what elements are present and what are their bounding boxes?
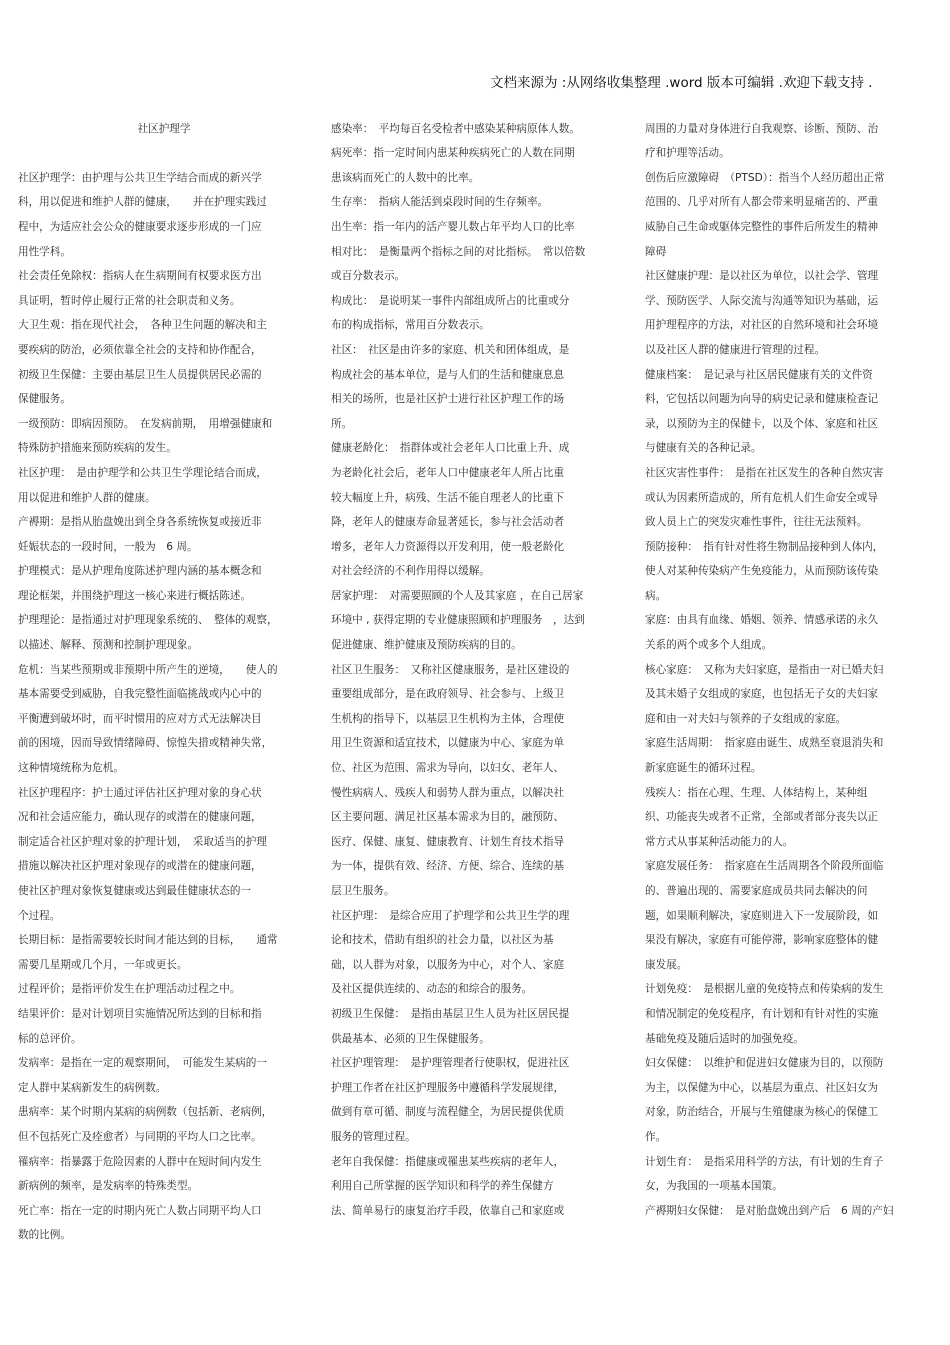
definition-entry: 家庭：由具有血缘、婚姻、领养、情感承诺的永久 关系的两个或多个人组成。 <box>645 614 879 652</box>
definition-entry: 家庭发展任务： 指家庭在生活周期各个阶段所面临 的、普遍出现的、需要家庭成员共同去解决的问 题，如果顺利解决，家庭则进入下一发展阶段，如 果没有解决，家庭有可能停滞，影响家庭整体的健 康发展。 <box>645 860 884 971</box>
definition-entry: 社区卫生服务： 又称社区健康服务，是社区建设的 重要组成部分，是在政府领导、社会参与、上级卫 生机构的指导下，以基层卫生机构为主体，合理使 用卫生资源和适宜技术，以健康为中心、家庭为单 位、社区为范围、需求为导向，以妇女、老年人、 慢性病病人、残疾人和弱势人群为重点，以解决社 区主要问题、满足社区基本需求为目的，融预防、 医疗、保健、康复、健康教育、计划生育技术指导 为一体，提供有效、经济、方便、综合、连续的基 层卫生服务。 <box>331 663 570 897</box>
definition-list <box>331 117 623 1224</box>
definition-entry: 大卫生观：指在现代社会， 各种卫生问题的解决和主 要疾病的防治，必须依靠全社会的支持和协作配合， <box>18 319 267 356</box>
definition-list <box>645 117 930 1224</box>
definition-entry: 产褥期：是指从胎盘娩出到全身各系统恢复或接近非 妊娠状态的一段时间，一般为 6 周。 <box>18 516 262 553</box>
text-column-1 <box>18 92 310 1273</box>
definition-entry: 社区护理程序：护士通过评估社区护理对象的身心状 况和社会适应能力，确认现存的或潜在的健康问题， 制定适合社区护理对象的护理计划， 采取适当的护理 措施以解决社区护理对象现存的或潜在的健康问题， 使社区护理对象恢复健康或达到最佳健康状态的一 个过程。 <box>18 786 267 922</box>
definition-entry: 社区灾害性事件： 是指在社区发生的各种自然灾害 或认为因素所造成的，所有危机人们生命安全或导 致人员上亡的突发灾难性事件，往往无法预料。 <box>645 466 884 529</box>
text-column-2 <box>331 92 623 1248</box>
definition-entry: 周围的力量对身体进行自我观察、诊断、预防、治 疗和护理等活动。 <box>645 122 879 160</box>
definition-entry: 社区护理： 是综合应用了护理学和公共卫生学的理 论和技术，借助有组织的社会力量，以社区为基 础，以人群为对象，以服务为中心，对个人、家庭 及社区提供连续的、动态的和综合的服务。 <box>331 909 570 996</box>
definition-entry: 初级卫生保健： 是指由基层卫生人员为社区居民提 供最基本、必须的卫生保健服务。 <box>331 1007 570 1045</box>
definition-entry: 家庭生活周期： 指家庭由诞生、成熟至衰退消失和 新家庭诞生的循环过程。 <box>645 737 884 775</box>
definition-entry: 感染率： 平均每百名受检者中感染某种病原体人数。 <box>331 122 580 135</box>
definition-entry: 患病率：某个时期内某病的病例数（包括新、老病例， 但不包括死亡及痊愈者）与同期的平均人口之比率。 <box>18 1106 273 1143</box>
definition-entry: 老年自我保健：指健康或罹患某些疾病的老年人， 利用自己所掌握的医学知识和科学的养生保健方 法、简单易行的康复治疗手段，依靠自己和家庭或 <box>331 1155 565 1217</box>
definition-entry: 健康老龄化： 指群体或社会老年人口比重上升、成 为老龄化社会后，老年人口中健康老年人所占比重 较大幅度上升，病残、生活不能自理老人的比重下 降，老年人的健康寿命显著延长，参与社会活动者 增多，老年人力资源得以开发利用，使一般老龄化 对社会经济的不利作用得以缓解。 <box>331 442 570 578</box>
definition-entry: 核心家庭： 又称为夫妇家庭，是指由一对已婚夫妇 及其未婚子女组成的家庭，也包括无子女的夫妇家 庭和由一对夫妇与领养的子女组成的家庭。 <box>645 663 884 725</box>
definition-entry: 一级预防：即病因预防。 在发病前期， 用增强健康和 特殊防护措施来预防疾病的发生。 <box>18 417 273 455</box>
definition-entry: 预防接种： 指有针对性将生物制品接种到人体内， 使人对某种传染病产生免疫能力，从而预防该传染 病。 <box>645 540 884 602</box>
definition-entry: 计划生育： 是指采用科学的方法，有计划的生育子 女，为我国的一项基本国策。 <box>645 1155 884 1193</box>
definition-entry: 构成比： 是说明某一事件内部组成所占的比重或分 布的构成指标，常用百分数表示。 <box>331 294 570 332</box>
definition-entry: 社区护理： 是由护理学和公共卫生学理论结合而成， 用以促进和维护人群的健康。 <box>18 466 267 504</box>
definition-entry: 健康档案： 是记录与社区居民健康有关的文件资 料，它包括以问题为向导的病史记录和健康检查记 录，以预防为主的保健卡，以及个体、家庭和社区 与健康有关的各种记录。 <box>645 368 879 455</box>
definition-entry: 出生率：指一年内的活产婴儿数占年平均人口的比率 <box>331 220 575 233</box>
definition-entry: 护理理论：是指通过对护理现象系统的、 整体的观察， 以描述、解释、预测和控制护理现象。 <box>18 614 278 652</box>
definition-entry: 初级卫生保健：主要由基层卫生人员提供居民必需的 保健服务。 <box>18 368 262 406</box>
definition-entry: 病死率：指一定时间内患某种疾病死亡的人数在同期 患该病而死亡的人数中的比率。 <box>331 147 575 184</box>
definition-entry: 死亡率：指在一定的时期内死亡人数占同期平均人口 数的比例。 <box>18 1204 262 1242</box>
definition-entry: 社会责任免除权：指病人在生病期间有权要求医方出 具证明，暂时停止履行正常的社会职责和义务。 <box>18 270 262 307</box>
document-title: 社区护理学 <box>137 122 191 135</box>
definition-entry: 社区护理学：由护理与公共卫生学结合而成的新兴学 科，用以促进和维护人群的健康， 并在护理实践过 程中，为适应社会公众的健康要求逐步形成的一门应 用性学科。 <box>18 171 267 258</box>
document-source-note: 文档来源为 :从网络收集整理 .word 版本可编辑 .欢迎下载支持 . <box>490 75 873 91</box>
definition-entry: 社区护理管理： 是护理管理者行使职权，促进社区 护理工作者在社区护理服务中遵循科学发展规律， 做到有章可循、制度与流程健全，为居民提供优质 服务的管理过程。 <box>331 1057 570 1143</box>
definition-list <box>18 166 310 1248</box>
definition-entry: 护理模式：是从护理角度陈述护理内涵的基本概念和 理论框架，并围绕护理这一核心来进行概括陈述。 <box>18 565 262 602</box>
definition-entry: 发病率：是指在一定的观察期间， 可能发生某病的一 定人群中某病新发生的病例数。 <box>18 1057 267 1094</box>
text-column-3 <box>645 92 930 1248</box>
definition-entry: 相对比： 是衡量两个指标之间的对比指标。 常以倍数 或百分数表示。 <box>331 245 586 283</box>
definition-entry: 产褥期妇女保健： 是对胎盘娩出到产后 6 周的产妇 <box>645 1204 894 1217</box>
definition-entry: 危机：当某些预期或非预期中所产生的逆境， 使人的 基本需要受到威胁，自我完整性面临挑战或内心中的 平衡遭到破坏时，而平时惯用的应对方式无法解决目 前的困境，因而导致情绪障碍、惊惶失措或精神失常， 这种情境统称为危机。 <box>18 663 278 775</box>
definition-entry: 社区： 社区是由许多的家庭、机关和团体组成，是 构成社会的基本单位，是与人们的生活和健康息息 相关的场所，也是社区护士进行社区护理工作的场 所。 <box>331 343 570 430</box>
definition-entry: 计划免疫： 是根据儿童的免疫特点和传染病的发生 和情况制定的免疫程序，有计划和有针对性的实施 基础免疫及随后适时的加强免疫。 <box>645 983 884 1045</box>
definition-entry: 创伤后应激障碍 （PTSD）：指当个人经历超出正常 范围的、几乎对所有人都会带来明显痛苦的、严重 威胁自己生命或躯体完整性的事件后所发生的精神 障碍 <box>645 171 885 258</box>
definition-entry: 居家护理： 对需要照顾的个人及其家庭 ，在自己居家 环境中 , 获得定期的专业健康照顾和护理服务 ，达到 促进健康、维护健康及预防疾病的目的。 <box>331 589 585 652</box>
definition-entry: 社区健康护理：是以社区为单位，以社会学、管理 学、预防医学、人际交流与沟通等知识为基础，运 用护理程序的方法，对社区的自然环境和社会环境 以及社区人群的健康进行管理的过程。 <box>645 270 879 356</box>
definition-entry: 生存率： 指病人能活到桌段时间的生存频率。 <box>331 196 549 209</box>
definition-entry: 长期目标：是指需要较长时间才能达到的目标， 通常 需要几星期或几个月，一年或更长。 <box>18 934 278 971</box>
definition-entry: 罹病率：指暴露于危险因素的人群中在短时间内发生 新病例的频率，是发病率的特殊类型。 <box>18 1155 262 1193</box>
definition-entry: 过程评价；是指评价发生在护理活动过程之中。 <box>18 983 241 996</box>
definition-entry: 妇女保健： 以维护和促进妇女健康为目的，以预防 为主，以保健为中心，以基层为重点、社区妇女为 对象，防治结合，开展与生殖健康为核心的保健工 作。 <box>645 1057 884 1143</box>
definition-entry: 结果评价：是对计划项目实施情况所达到的目标和指 标的总评价。 <box>18 1007 262 1045</box>
definition-entry: 残疾人：指在心理、生理、人体结构上，某种组 织、功能丧失或者不正常，全部或者部分丧失以正 常方式从事某种活动能力的人。 <box>645 786 879 848</box>
